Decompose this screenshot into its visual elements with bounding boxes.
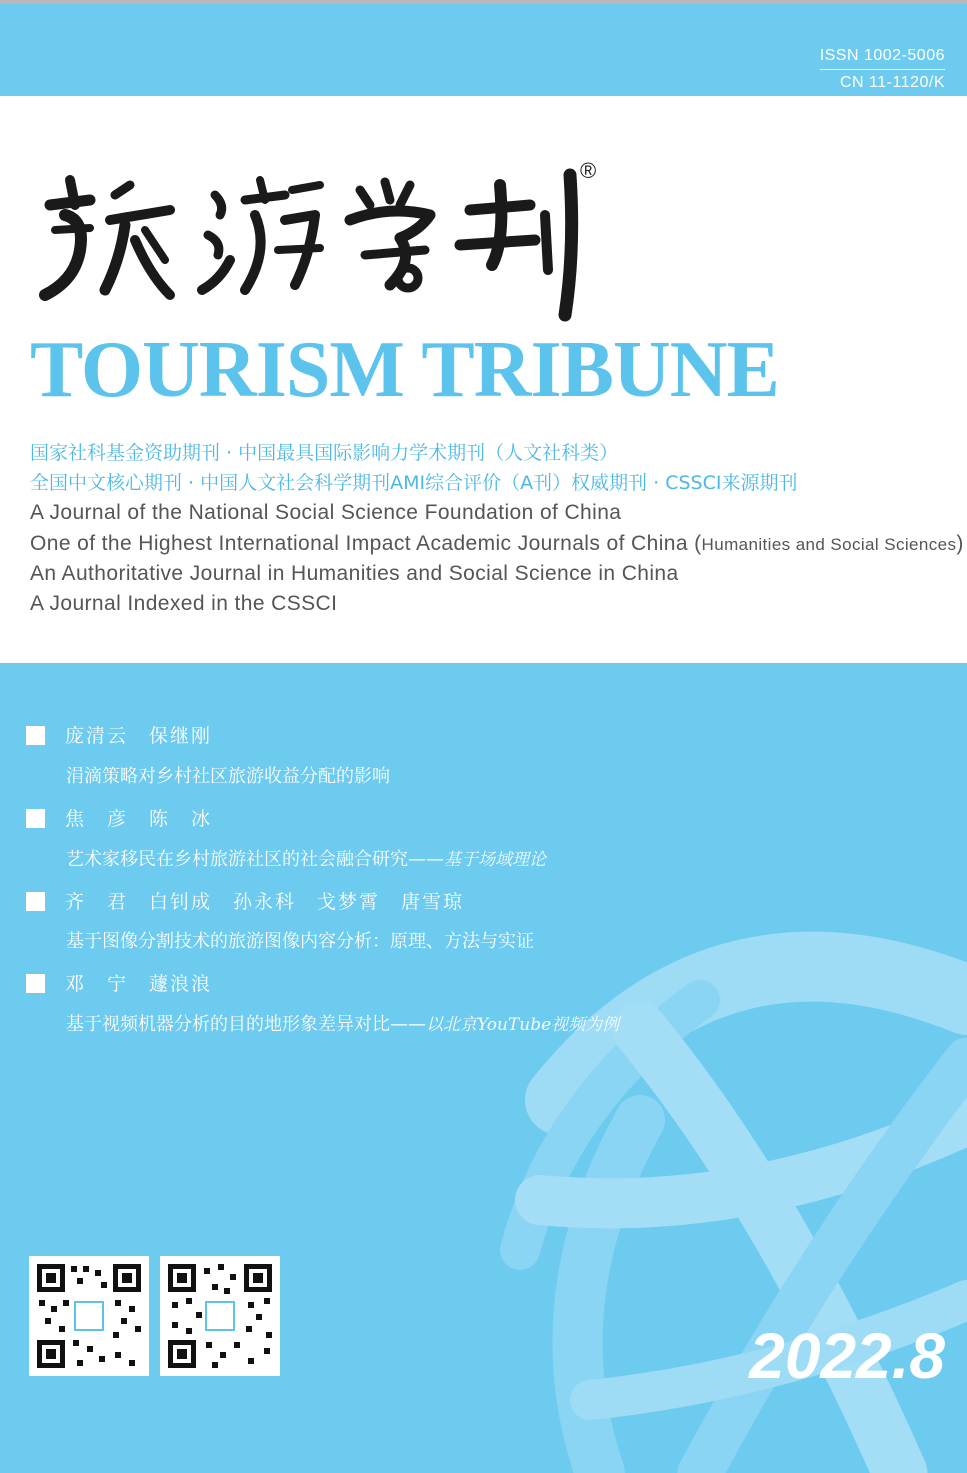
top-edge [0,0,967,4]
toc-article-2-title: 艺术家移民在乡村旅游社区的社会融合研究—— [66,849,444,870]
toc-authors-4: 邓 宁 蘧浪浪 [26,971,212,997]
honor-en-line-2-main: One of the Highest International Impact Academic Journals of China ( [30,532,702,555]
cn-number: CN 11-1120/K [839,74,945,91]
honor-cn-line-1: 国家社科基金资助期刊 · 中国最具国际影响力学术期刊（人文社科类） [30,442,619,464]
registered-mark: ® [580,158,597,183]
toc-article-2[interactable] [66,847,546,873]
issn-block [820,44,945,95]
toc-article-3[interactable] [66,929,534,955]
toc-article-2-subtitle: 基于场域理论 [444,850,546,870]
issn-divider [820,69,945,70]
toc-article-4[interactable] [66,1012,619,1038]
bullet-square-icon [26,974,45,993]
honor-en-line-1: A Journal of the National Social Science Foundation of China [30,501,622,524]
honor-en-line-2-small: Humanities and Social Sciences [701,535,957,554]
honor-en-line-2 [30,530,964,559]
toc-article-4-subtitle: 以北京YouTube视频为例 [426,1015,620,1035]
bullet-square-icon [26,809,45,828]
honor-en-line-2-end: ) [956,532,964,555]
toc-article-4-title: 基于视频机器分析的目的地形象差异对比—— [66,1014,426,1035]
toc-authors-2: 焦 彦 陈 冰 [26,806,212,832]
honor-cn-line-2: 全国中文核心期刊 · 中国人文社会科学期刊AMI综合评价（A刊）权威期刊 · CSSCI来源期刊 [30,472,798,494]
calligraphy-title-logo [30,160,620,325]
toc-article-1[interactable] [66,764,390,790]
bullet-square-icon [26,726,45,745]
bullet-square-icon [26,892,45,911]
qr-code-2[interactable] [160,1256,280,1376]
issue-number: 2022.8 [749,1320,945,1392]
qr-code-icon [160,1256,280,1376]
toc-authors-3: 齐 君 白钊成 孙永科 戈梦霄 唐雪琼 [26,889,464,915]
toc-authors-1: 庞清云 保继刚 [26,723,212,749]
issn-number: ISSN 1002-5006 [819,47,945,64]
toc-article-1-title: 涓滴策略对乡村社区旅游收益分配的影响 [66,766,390,787]
qr-code-1[interactable] [29,1256,149,1376]
honor-en-line-4: A Journal Indexed in the CSSCI [30,592,338,615]
english-title: TOURISM TRIBUNE [30,326,779,414]
honor-en-line-3: An Authoritative Journal in Humanities and Social Science in China [30,562,679,585]
toc-article-3-title: 基于图像分割技术的旅游图像内容分析：原理、方法与实证 [66,931,534,952]
qr-code-icon [29,1256,149,1376]
